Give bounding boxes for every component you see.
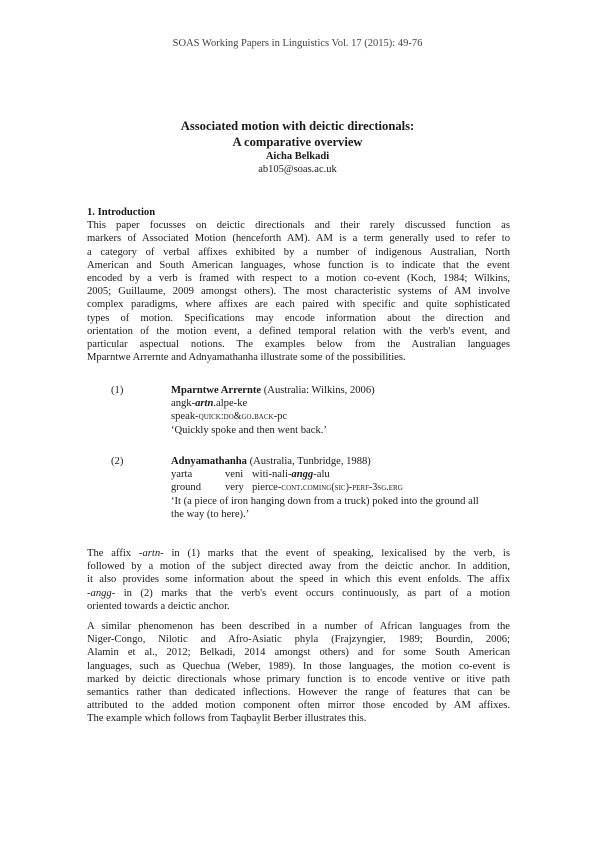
text-line: encoded by a verb is framed with respect to a motion co-event (Koch, 1984; Wilkins, xyxy=(87,273,510,285)
paper-title-line-1: Associated motion with deictic directionals: xyxy=(180,119,415,133)
morpheme: angk- xyxy=(171,398,196,410)
example-language-line xyxy=(171,455,516,468)
example-lines xyxy=(171,384,516,437)
morpheme: .alpe-ke xyxy=(213,398,248,410)
morpheme: -alu xyxy=(313,469,330,481)
author-email[interactable]: ab105@soas.ac.uk xyxy=(258,164,337,175)
text-line: semantics rather than dedicated inflections. However the range of features that can be xyxy=(87,687,510,699)
morpheme-highlight: artn xyxy=(195,398,214,410)
text-line: American and South American languages, whose function is to indicate that the event xyxy=(87,259,510,271)
gloss: speak- xyxy=(171,411,199,423)
text-line: complex paradigms, where affixes are each paired with specific and quite sophisticated xyxy=(87,299,510,311)
running-header: SOAS Working Papers in Linguistics Vol. 17 (2015): 49-76 xyxy=(172,38,423,49)
example-gloss xyxy=(171,481,516,494)
text-line: attributed to the added motion component often mirror those encoded by AM affixes. xyxy=(87,700,510,712)
example-source: (Australia: Wilkins, 2006) xyxy=(261,385,375,396)
paragraph-affixes xyxy=(87,547,510,613)
text-line: marked by deictic directionals whose primary function is to encode ventive or itive path xyxy=(87,673,510,685)
morpheme: veni xyxy=(225,469,244,481)
gloss-smallcaps: cont.coming(sic)-perf-3sg.erg xyxy=(281,482,403,494)
example-number: (2) xyxy=(111,456,124,467)
example-number: (1) xyxy=(111,385,124,396)
example-translation: the way (to here).’ xyxy=(171,508,250,520)
language-name: Mparntwe Arrernte xyxy=(171,385,262,396)
paragraph-african-languages xyxy=(87,620,510,726)
gloss: -pc xyxy=(273,411,288,423)
example-wordline xyxy=(171,397,516,410)
text-line: orientation of the motion event, a defined temporal relation with the verb's event, and xyxy=(87,325,510,337)
text-run: in (2) marks that the verb's event occurs continuously, as part of a motion xyxy=(115,587,510,599)
example-translation: ‘Quickly spoke and then went back.’ xyxy=(171,424,327,436)
section-heading: 1. Introduction xyxy=(87,207,156,218)
text-italic: -artn- xyxy=(138,548,164,559)
example-translation: ‘It (a piece of iron hanging down from a truck) poked into the ground all xyxy=(171,495,479,507)
text-line xyxy=(87,587,510,600)
text-line: Niger-Congo, Nilotic and Afro-Asiatic phyla (Frajzyngier, 1989; Bourdin, 2006; xyxy=(87,634,510,646)
text-line: This paper focusses on deictic directionals and their rarely discussed function as xyxy=(87,220,510,232)
title-block xyxy=(0,118,595,176)
text-line: languages, such as Quechua (Weber, 1989). In those languages, the motion co-event is xyxy=(87,660,510,672)
gloss: pierce- xyxy=(252,482,282,494)
section-introduction xyxy=(87,206,510,364)
text-line: 2005; Guillaume, 2009 amongst others). The most characteristic systems of AM involve xyxy=(87,286,510,298)
text-line: it also provides some information about the speed in which this event enfolds. The affix xyxy=(87,574,510,586)
paragraph-body xyxy=(87,547,510,613)
morpheme: yarta xyxy=(171,469,193,481)
paper-title-line-2: A comparative overview xyxy=(232,135,363,149)
example-lines xyxy=(171,455,516,521)
example-language-line xyxy=(171,384,516,397)
author-name: Aicha Belkadi xyxy=(265,151,330,162)
language-name: Adnyamathanha xyxy=(171,456,247,467)
text-line: Mparntwe Arrernte and Adnyamathanha illustrate some of the possibilities. xyxy=(87,352,406,364)
text-run: in (1) marks that the event of speaking, lexicalised by the verb, is xyxy=(163,548,511,559)
text-line xyxy=(87,547,510,560)
gloss-smallcaps: quick:do&go.back xyxy=(198,411,274,423)
text-line: Alamin et al., 2012; Belkadi, 2014 amongst others) and for some South American xyxy=(87,647,510,659)
morpheme: witi-nali- xyxy=(252,469,292,481)
text-run: The affix xyxy=(87,548,139,559)
text-line: oriented towards a deictic anchor. xyxy=(87,600,230,612)
gloss: ground xyxy=(171,482,202,494)
example-gloss xyxy=(171,410,516,423)
text-line: A similar phenomenon has been described in a number of African languages from the xyxy=(87,621,510,632)
text-line: The example which follows from Taqbaylit Berber illustrates this. xyxy=(87,713,367,725)
text-line: a category of verbal affixes exhibited by a number of indigenous Australian, North xyxy=(87,246,510,258)
text-italic: -angg- xyxy=(87,587,116,599)
morpheme-highlight: angg xyxy=(291,469,314,481)
example-wordline xyxy=(171,468,516,481)
example-source: (Australia, Tunbridge, 1988) xyxy=(246,456,371,467)
text-line: followed by a motion of the subject directed away from the deictic anchor. In addition, xyxy=(87,561,510,573)
text-line: particular aspectual notions. The examples below from the Australian languages xyxy=(87,339,510,351)
text-line: markers of Associated Motion (henceforth AM). AM is a term generally used to refer to xyxy=(87,233,510,245)
text-line: types of motion. Specifications may encode information about the direction and xyxy=(87,312,510,324)
intro-paragraph xyxy=(87,219,510,364)
paragraph-body xyxy=(87,620,510,726)
gloss: very xyxy=(225,482,244,494)
